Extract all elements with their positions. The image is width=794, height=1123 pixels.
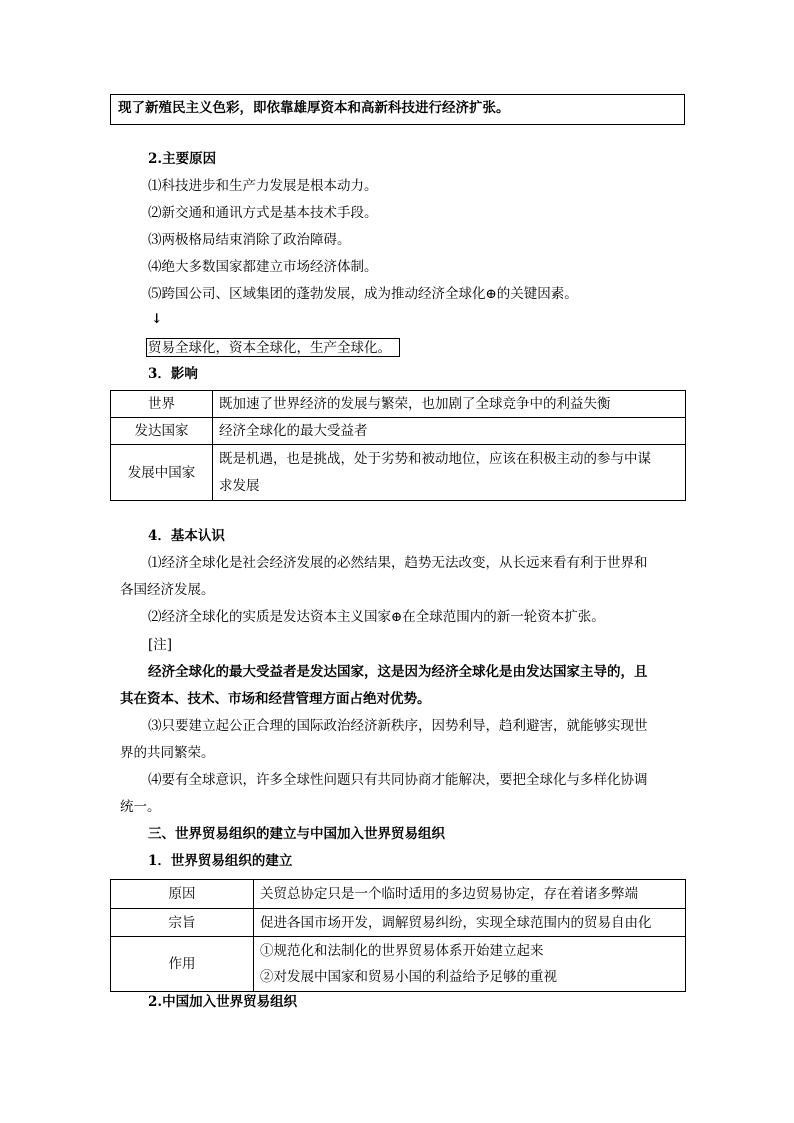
wto-text-reason: 关贸总协定只是一个临时适用的多边贸易协定，存在着诸多弊端	[254, 880, 686, 909]
part-3-heading: 三、世界贸易组织的建立与中国加入世界贸易组织	[148, 826, 445, 842]
impact-text-developing-l2: 求发展	[219, 477, 260, 494]
s2-item-3: ⑶两极格局结束消除了政治障碍。	[148, 232, 351, 248]
table-row	[111, 418, 686, 445]
wto-1-heading: 1．世界贸易组织的建立	[148, 853, 293, 869]
wto-table	[110, 879, 686, 992]
wto-2-heading: 2.中国加入世界贸易组织	[148, 994, 298, 1010]
section-3-heading: 3．影响	[148, 366, 198, 382]
table-row	[111, 937, 686, 992]
s2-item-4: ⑷绝大多数国家都建立市场经济体制。	[148, 259, 378, 275]
table-row	[111, 391, 686, 418]
s4-p3-line1: ⑶只要建立起公正合理的国际政治经济新秩序，因势利导，趋利避害，就能够实现世	[148, 718, 648, 734]
note-label: [注]	[148, 637, 173, 653]
impact-label-developed: 发达国家	[111, 418, 213, 445]
impact-text-world: 既加速了世界经济的发展与繁荣，也加剧了全球竞争中的利益失衡	[213, 391, 686, 418]
down-arrow: ↓	[151, 311, 163, 327]
s2-item-5: ⑸跨国公司、区域集团的蓬勃发展，成为推动经济全球化⊕的关键因素。	[148, 286, 578, 302]
wto-label-role: 作用	[111, 937, 254, 992]
wto-label-purpose: 宗旨	[111, 909, 254, 937]
impact-text-developing-l1: 既是机遇，也是挑战，处于劣势和被动地位，应该在积极主动的参与中谋	[219, 450, 651, 467]
note-line2: 其在资本、技术、市场和经营管理方面占绝对优势。	[120, 691, 431, 707]
table-row	[111, 909, 686, 937]
impact-text-developing	[213, 445, 686, 501]
s4-p1-line1: ⑴经济全球化是社会经济发展的必然结果，趋势无法改变，从长远来看有利于世界和	[148, 555, 648, 571]
note-line1: 经济全球化的最大受益者是发达国家，这是因为经济全球化是由发达国家主导的，且	[148, 664, 648, 680]
impact-table	[110, 390, 686, 501]
s2-item-1: ⑴科技进步和生产力发展是根本动力。	[148, 178, 378, 194]
s4-p2: ⑵经济全球化的实质是发达资本主义国家⊕在全球范围内的新一轮资本扩张。	[148, 609, 605, 625]
s4-p4-line1: ⑷要有全球意识，许多全球性问题只有共同协商才能解决，要把全球化与多样化协调	[148, 772, 648, 788]
section-2-heading: 2.主要原因	[148, 151, 217, 167]
wto-text-purpose: 促进各国市场开发，调解贸易纠纷，实现全球范围内的贸易自由化	[254, 909, 686, 937]
wto-role-item-2: ②对发展中国家和贸易小国的利益给予足够的重视	[260, 969, 557, 985]
impact-label-developing: 发展中国家	[111, 445, 213, 501]
s4-p3-line2: 界的共同繁荣。	[120, 745, 215, 761]
s4-p4-line2: 统一。	[120, 799, 161, 815]
wto-label-reason: 原因	[111, 880, 254, 909]
globalization-box-text: 贸易全球化，资本全球化，生产全球化。	[148, 340, 391, 356]
impact-text-developed: 经济全球化的最大受益者	[213, 418, 686, 445]
section-4-heading: 4．基本认识	[148, 528, 225, 544]
table-row	[111, 445, 686, 501]
top-note-text: 现了新殖民主义色彩，即依靠雄厚资本和高新科技进行经济扩张。	[118, 100, 510, 116]
s2-item-2: ⑵新交通和通讯方式是基本技术手段。	[148, 205, 378, 221]
wto-text-role	[254, 937, 686, 992]
table-row	[111, 880, 686, 909]
wto-role-item-1: ①规范化和法制化的世界贸易体系开始建立起来	[260, 943, 544, 959]
s4-p1-line2: 各国经济发展。	[120, 582, 215, 598]
impact-label-world: 世界	[111, 391, 213, 418]
